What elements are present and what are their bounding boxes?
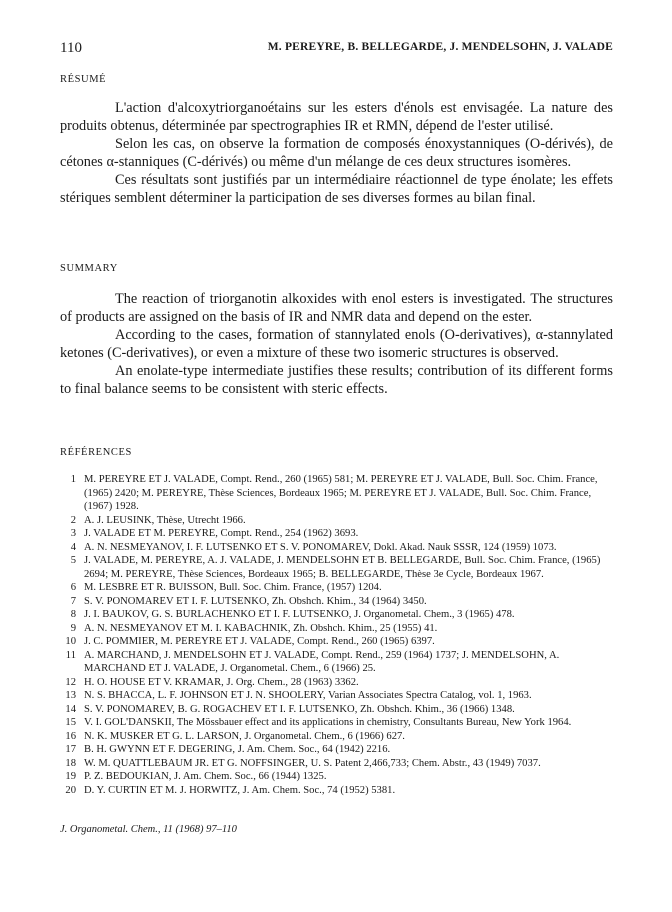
summary-paragraph: According to the cases, formation of stannylated enols (O-derivatives), α-stannylated ketones (C-derivatives), or even a mixture of these two isomeric structures is observed. xyxy=(60,327,613,362)
reference-number: 17 xyxy=(65,744,76,755)
reference-text: W. M. QUATTLEBAUM JR. ET G. NOFFSINGER, U. S. Patent 2,466,733; Chem. Abstr., 43 (1949) 7037. xyxy=(84,757,541,769)
reference-item xyxy=(62,757,614,771)
reference-number: 10 xyxy=(65,636,76,647)
summary-paragraph: The reaction of triorganotin alkoxides with enol esters is investigated. The structures of products are assigned on the basis of IR and NMR data and depend on the ester. xyxy=(60,291,613,326)
reference-item xyxy=(62,514,614,528)
reference-text: A. MARCHAND, J. MENDELSOHN ET J. VALADE, Compt. Rend., 259 (1964) 1737; J. MENDELSOHN, A. MARCHAND ET J. VALADE, J. Organometal. Chem., 6 (1966) 25. xyxy=(84,649,560,674)
reference-text: S. V. PONOMAREV ET I. F. LUTSENKO, Zh. Obshch. Khim., 34 (1964) 3450. xyxy=(84,595,427,607)
reference-text: A. J. LEUSINK, Thèse, Utrecht 1966. xyxy=(84,514,246,526)
reference-item xyxy=(62,608,614,622)
reference-number: 13 xyxy=(65,690,76,701)
reference-text: A. N. NESMEYANOV ET M. I. KABACHNIK, Zh. Obshch. Khim., 25 (1955) 41. xyxy=(84,622,438,634)
reference-text: H. O. HOUSE ET V. KRAMAR, J. Org. Chem., 28 (1963) 3362. xyxy=(84,676,359,688)
reference-list xyxy=(62,473,614,797)
running-head-authors: M. PEREYRE, B. BELLEGARDE, J. MENDELSOHN, J. VALADE xyxy=(267,41,613,53)
reference-item xyxy=(62,527,614,541)
reference-item xyxy=(62,635,614,649)
reference-number: 12 xyxy=(65,676,76,688)
reference-text: D. Y. CURTIN ET M. J. HORWITZ, J. Am. Chem. Soc., 74 (1952) 5381. xyxy=(84,784,396,796)
summary-paragraph: An enolate-type intermediate justifies these results; contribution of its different forms to final balance seems to be consistent with steric effects. xyxy=(60,363,613,398)
reference-number: 6 xyxy=(70,582,76,593)
page-header xyxy=(60,40,613,58)
reference-number: 3 xyxy=(70,528,76,539)
summary-body xyxy=(60,290,613,399)
reference-number: 15 xyxy=(65,717,76,728)
reference-text: M. LESBRE ET R. BUISSON, Bull. Soc. Chim. France, (1957) 1204. xyxy=(84,582,382,593)
reference-text: S. V. PONOMAREV, B. G. ROGACHEV ET I. F. LUTSENKO, Zh. Obshch. Khim., 36 (1966) 1348. xyxy=(84,703,515,715)
reference-number: 4 xyxy=(70,541,76,553)
references-heading: RÉFÉRENCES xyxy=(60,447,132,458)
reference-number: 20 xyxy=(65,784,76,796)
reference-number: 7 xyxy=(70,595,76,607)
resume-paragraph: L'action d'alcoxytriorganoétains sur les esters d'énols est envisagée. La nature des produits obtenus, déterminée par spectrographies IR et RMN, dépend de l'ester utilisé. xyxy=(60,100,613,135)
resume-paragraph: Selon les cas, on observe la formation de composés énoxystanniques (O-dérivés), de cétones α-stanniques (C-dérivés) ou même d'un mélange de ces deux structures isomères. xyxy=(60,136,613,171)
reference-text: J. VALADE ET M. PEREYRE, Compt. Rend., 254 (1962) 3693. xyxy=(84,528,359,539)
reference-item xyxy=(62,649,614,676)
reference-number: 1 xyxy=(70,474,76,485)
reference-number: 19 xyxy=(65,771,76,782)
reference-item xyxy=(62,703,614,717)
reference-item xyxy=(62,743,614,757)
journal-footer: J. Organometal. Chem., 11 (1968) 97–110 xyxy=(60,824,237,835)
reference-item xyxy=(62,541,614,555)
resume-heading: RÉSUMÉ xyxy=(60,74,107,85)
reference-text: N. S. BHACCA, L. F. JOHNSON ET J. N. SHOOLERY, Varian Associates Spectra Catalog, vol. 1, 1963. xyxy=(84,690,532,701)
reference-item xyxy=(62,784,614,798)
summary-heading: SUMMARY xyxy=(60,263,118,274)
reference-text: J. VALADE, M. PEREYRE, A. J. VALADE, J. MENDELSOHN ET B. BELLEGARDE, Bull. Soc. Chim. France, (1965) 2694; M. PEREYRE, Thèse Sciences, Bordeaux 1965; B. BELLEGARDE, Thèse 3e Cycle, Bordeaux 1967. xyxy=(84,555,601,580)
resume-body xyxy=(60,99,613,208)
reference-number: 16 xyxy=(65,730,76,742)
reference-number: 18 xyxy=(65,757,76,769)
reference-item xyxy=(62,554,614,581)
reference-text: B. H. GWYNN ET F. DEGERING, J. Am. Chem. Soc., 64 (1942) 2216. xyxy=(84,744,391,755)
reference-text: N. K. MUSKER ET G. L. LARSON, J. Organometal. Chem., 6 (1966) 627. xyxy=(84,730,405,742)
reference-text: P. Z. BEDOUKIAN, J. Am. Chem. Soc., 66 (1944) 1325. xyxy=(84,771,327,782)
reference-text: A. N. NESMEYANOV, I. F. LUTSENKO ET S. V. PONOMAREV, Dokl. Akad. Nauk SSSR, 124 (1959) 1073. xyxy=(84,541,557,553)
reference-number: 14 xyxy=(65,703,76,715)
reference-item xyxy=(62,622,614,636)
reference-item xyxy=(62,689,614,703)
reference-text: M. PEREYRE ET J. VALADE, Compt. Rend., 260 (1965) 581; M. PEREYRE ET J. VALADE, Bull. Soc. Chim. France, (1965) 2420; M. PEREYRE, Thèse Sciences, Bordeaux 1965; M. PEREYRE ET J. VALADE, Bull. Soc. Chim. France, (1967) 1928. xyxy=(84,474,598,512)
reference-number: 8 xyxy=(70,609,76,620)
resume-paragraph: Ces résultats sont justifiés par un intermédiaire réactionnel de type énolate; les effets stériques semblent déterminer la participation de ses diverses formes au bilan final. xyxy=(60,172,613,207)
page-number: 110 xyxy=(60,40,82,56)
reference-item xyxy=(62,581,614,595)
reference-number: 9 xyxy=(70,622,76,634)
reference-item xyxy=(62,473,614,514)
reference-item xyxy=(62,730,614,744)
reference-number: 2 xyxy=(70,514,76,526)
reference-text: J. C. POMMIER, M. PEREYRE ET J. VALADE, Compt. Rend., 260 (1965) 6397. xyxy=(84,636,435,647)
reference-text: V. I. GOL'DANSKII, The Mössbauer effect and its applications in chemistry, Consultants Bureau, New York 1964. xyxy=(84,717,572,728)
reference-item xyxy=(62,595,614,609)
reference-item xyxy=(62,716,614,730)
reference-item xyxy=(62,770,614,784)
reference-item xyxy=(62,676,614,690)
reference-text: J. I. BAUKOV, G. S. BURLACHENKO ET I. F. LUTSENKO, J. Organometal. Chem., 3 (1965) 478. xyxy=(84,609,515,620)
reference-number: 11 xyxy=(65,649,76,661)
reference-number: 5 xyxy=(70,555,76,566)
